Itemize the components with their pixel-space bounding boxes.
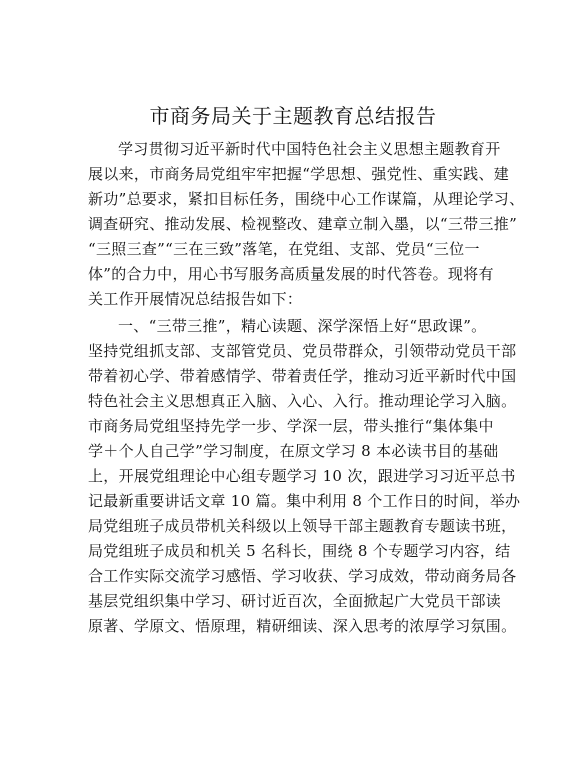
paragraph-line: “三照三查”“三在三致”落笔，在党组、支部、党员“三位一: [88, 240, 480, 258]
paragraph-line: 带着初心学、带着感情学、带着责任学，推动习近平新时代中国: [88, 367, 517, 385]
document-body: [88, 137, 525, 639]
paragraph-line: 市商务局党组坚持先学一步、学深一层，带头推行“集体集中: [88, 417, 494, 435]
section-one-paragraph: [88, 314, 521, 639]
paragraph-line: 特色社会主义思想真正入脑、入心、入行。推动理论学习入脑。: [88, 392, 517, 410]
paragraph-line: 学习贯彻习近平新时代中国特色社会主义思想主题教育开: [118, 140, 501, 158]
paragraph-line: 局党组班子成员和机关 5 名科长，围绕 8 个专题学习内容，结: [88, 542, 511, 560]
section-heading-line: 一、“三带三推”，精心读题、深学深悟上好“思政课”。: [118, 317, 487, 335]
paragraph-line: 局党组班子成员带机关科级以上领导干部主题教育专题读书班，: [88, 517, 517, 535]
paragraph-line: 展以来，市商务局党组牢牢把握“学思想、强党性、重实践、建: [88, 165, 510, 183]
paragraph-line: 调查研究、推动发展、检视整改、建章立制入墨，以“三带三推”: [88, 215, 518, 233]
paragraph-line: 坚持党组抓支部、支部管党员、党员带群众，引领带动党员干部: [88, 342, 517, 360]
paragraph-line: 记最新重要讲话文章 10 篇。集中利用 8 个工作日的时间，举办: [88, 492, 521, 510]
paragraph-line: 体”的合力中，用心书写服务高质量发展的时代答卷。现将有: [88, 265, 494, 283]
paragraph-line: 新功”总要求，紧扣目标任务，围绕中心工作谋篇，从理论学习、: [88, 190, 525, 208]
paragraph-line: 原著、学原文、悟原理，精研细读、深入思考的浓厚学习氛围。: [88, 617, 517, 635]
document-title: 市商务局关于主题教育总结报告: [149, 104, 437, 128]
paragraph-line: 基层党组织集中学习、研讨近百次，全面掀起广大党员干部读: [88, 592, 502, 610]
intro-paragraph: [88, 137, 525, 312]
paragraph-line: 关工作开展情况总结报告如下：: [88, 290, 303, 308]
paragraph-line: 学＋个人自己学”学习制度，在原文学习 8 本必读书目的基础: [88, 442, 499, 460]
paragraph-line: 上，开展党组理论中心组专题学习 10 次，跟进学习习近平总书: [88, 467, 516, 485]
paragraph-line: 合工作实际交流学习感悟、学习收获、学习成效，带动商务局各: [88, 567, 517, 585]
